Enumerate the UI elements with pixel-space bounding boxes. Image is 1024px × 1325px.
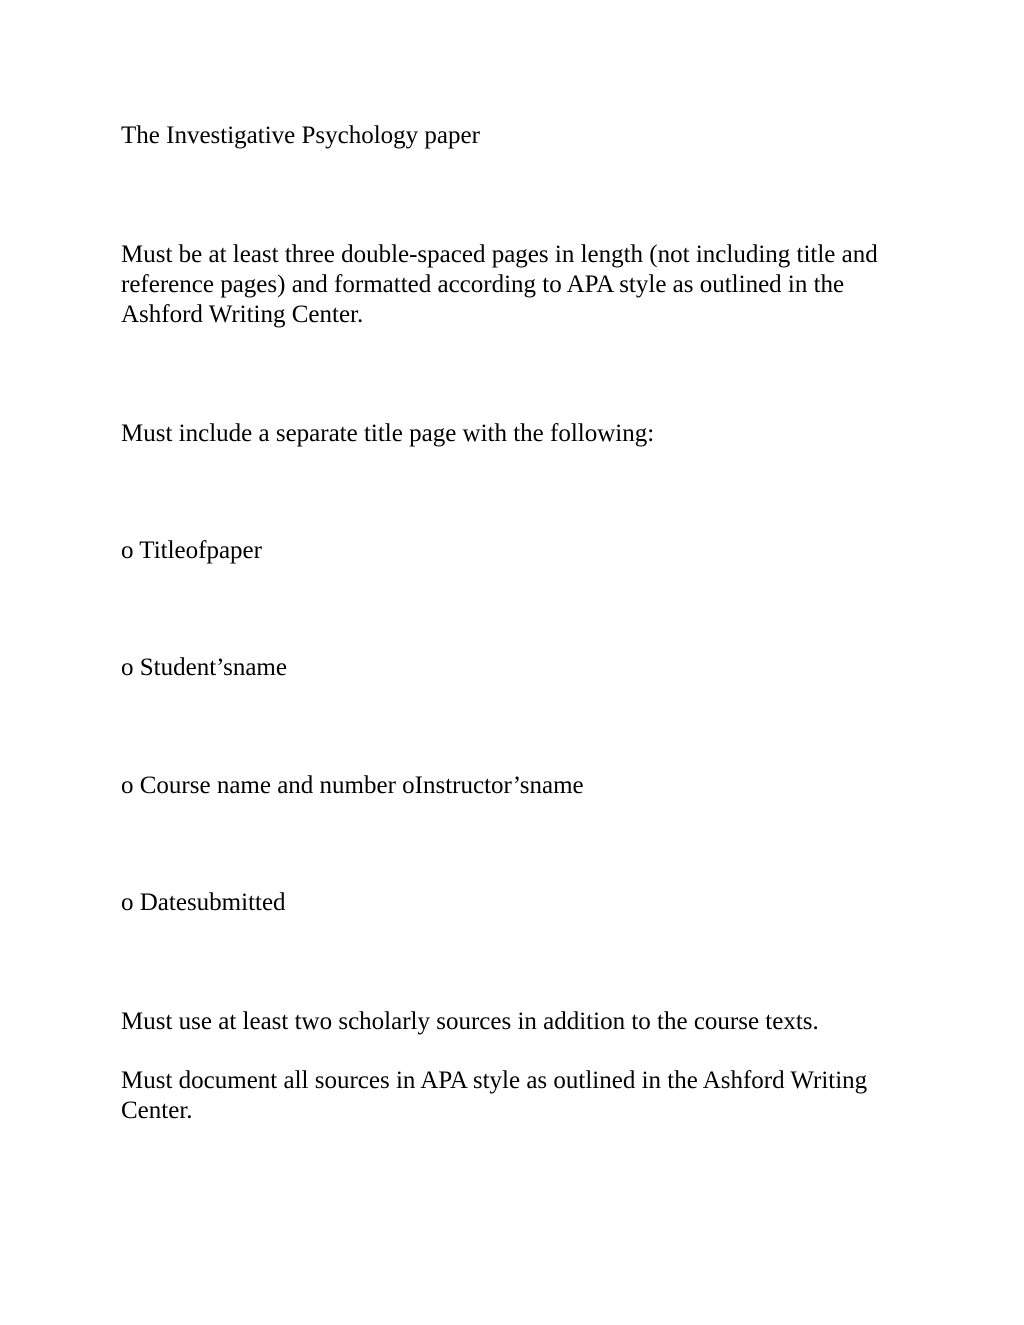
title-page-item-title: o Titleofpaper bbox=[121, 537, 262, 564]
document-title: The Investigative Psychology paper bbox=[121, 122, 480, 149]
title-page-intro-paragraph: Must include a separate title page with the following: bbox=[121, 420, 655, 447]
length-requirement-paragraph: Must be at least three double-spaced pages in length (not including title and reference pages) and formatted according to APA style as outlined in the Ashford Writing Center. bbox=[121, 241, 878, 328]
documentation-requirement-paragraph: Must document all sources in APA style as outlined in the Ashford Writing Center. bbox=[121, 1067, 868, 1124]
title-page-item-course-instructor: o Course name and number oInstructor’sname bbox=[121, 772, 584, 799]
title-page-item-date: o Datesubmitted bbox=[121, 889, 286, 916]
sources-requirement-paragraph: Must use at least two scholarly sources in addition to the course texts. bbox=[121, 1008, 819, 1035]
title-page-item-student-name: o Student’sname bbox=[121, 654, 287, 681]
